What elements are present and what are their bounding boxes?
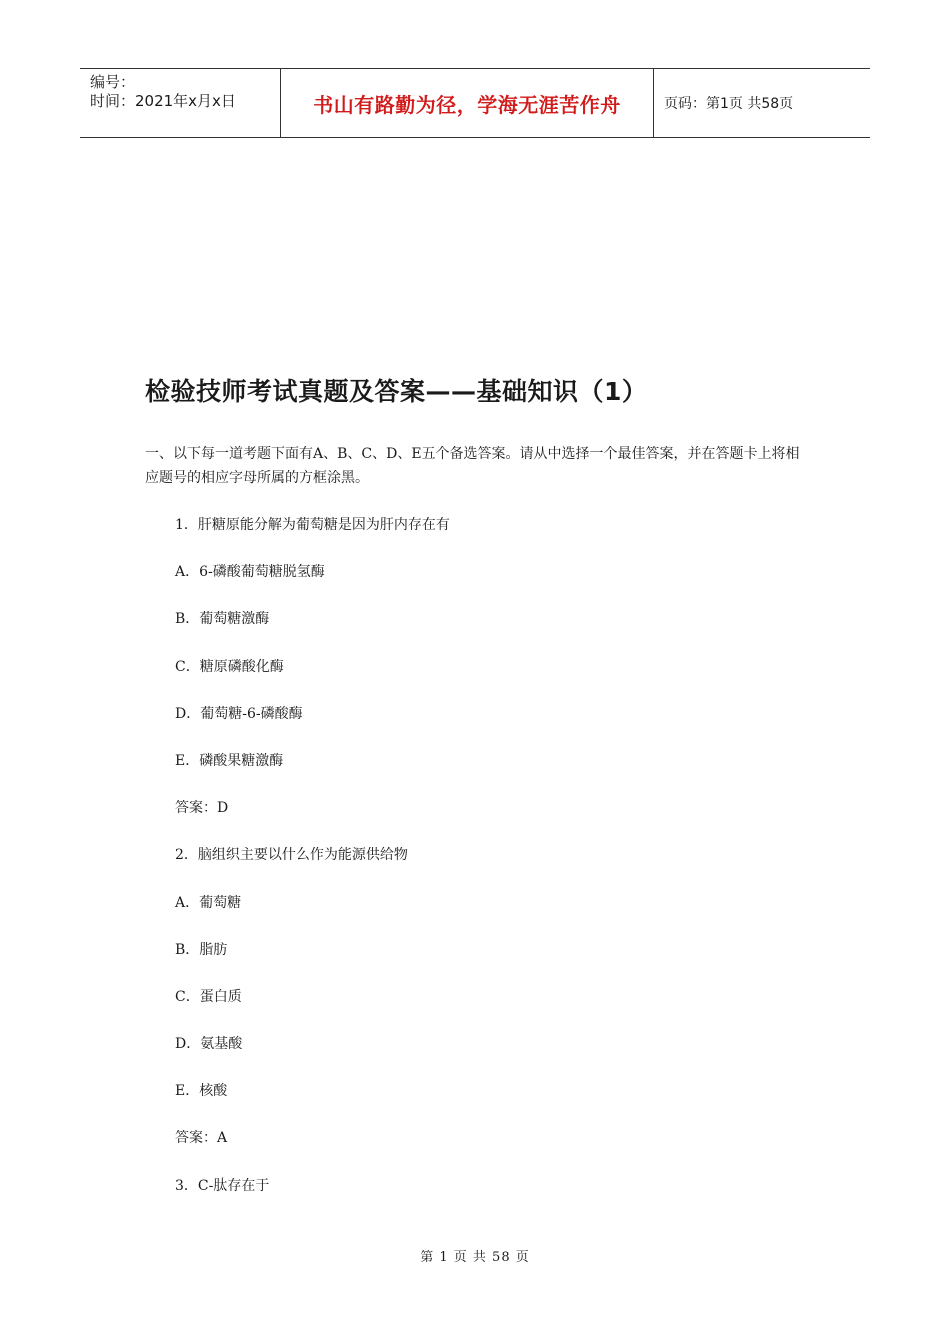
answer-line: 答案：D	[175, 800, 229, 817]
option-line: E．核酸	[175, 1083, 228, 1100]
question-line: 3．C-肽存在于	[175, 1177, 270, 1194]
question-list	[175, 514, 450, 1222]
instructions-paragraph: 一、以下每一道考题下面有A、B、C、D、E五个备选答案。请从中选择一个最佳答案，并在答题卡上将相应题号的相应字母所属的方框涂黑。	[145, 446, 800, 486]
option-line: C．蛋白质	[175, 988, 242, 1005]
header-page-info: 页码：第1页 共58页	[664, 96, 794, 112]
option-line: D．葡萄糖-6-磷酸酶	[175, 705, 303, 722]
header-motto: 书山有路勤为径，学海无涯苦作舟	[281, 69, 654, 137]
option-line: C．糖原磷酸化酶	[175, 658, 284, 675]
date-label: 时间：2021年x月x日	[90, 92, 236, 110]
option-line: D．氨基酸	[175, 1036, 243, 1053]
page-footer: 第 1 页 共 58 页	[420, 1250, 530, 1265]
option-line: E．磷酸果糖激酶	[175, 752, 284, 769]
document-title: 检验技师考试真题及答案——基础知识（1）	[145, 377, 648, 406]
option-line: B．葡萄糖激酶	[175, 611, 270, 628]
answer-line: 答案：A	[175, 1130, 228, 1147]
option-line: A．葡萄糖	[175, 894, 242, 911]
option-line: B．脂肪	[175, 941, 228, 958]
number-label: 编号：	[90, 73, 136, 91]
document-header	[80, 68, 870, 138]
option-line: A．6-磷酸葡萄糖脱氢酶	[175, 564, 325, 581]
question-line: 2．脑组织主要以什么作为能源供给物	[175, 847, 408, 864]
header-meta-cell	[80, 69, 281, 137]
question-line: 1．肝糖原能分解为葡萄糖是因为肝内存在有	[175, 517, 450, 533]
